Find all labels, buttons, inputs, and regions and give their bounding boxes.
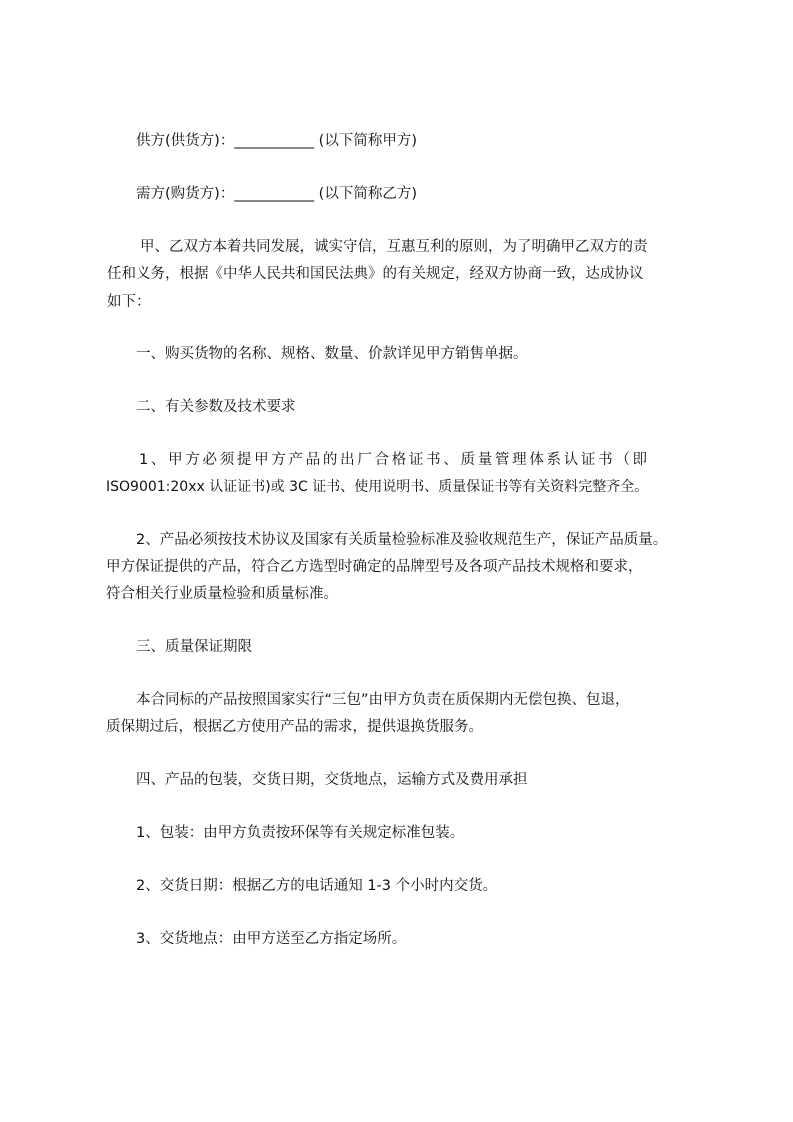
section-3-body-line-2: 质保期过后，根据乙方使用产品的需求，提供退换货服务。 [106,719,483,735]
section-2-item-1-line-2: ISO9001:20xx 认证证书)或 3C 证书、使用说明书、质量保证书等有关资料完整齐全。 [106,479,649,495]
buyer-line: 需方(购货方)：___________ (以下简称乙方) [136,186,417,202]
section-4-title: 四、产品的包装，交货日期，交货地点，运输方式及费用承担 [136,772,528,788]
section-2-item-2-line-3: 符合相关行业质量检验和质量标准。 [106,586,338,602]
intro-line-1: 甲、乙双方本着共同发展，诚实守信，互惠互利的原则，为了明确甲乙双方的责 [140,239,648,255]
intro-line-3: 如下： [107,294,151,310]
section-2-item-1-line-1: 1、甲方必须提甲方产品的出厂合格证书、质量管理体系认证书（即 [139,452,650,468]
intro-line-2: 任和义务，根据《中华人民共和国民法典》的有关规定，经双方协商一致，达成协议 [107,266,644,282]
section-1: 一、购买货物的名称、规格、数量、价款详见甲方销售单据。 [136,346,528,362]
section-4-item-3: 3、交货地点：由甲方送至乙方指定场所。 [136,931,407,947]
section-4-item-2: 2、交货日期：根据乙方的电话通知 1-3 个小时内交货。 [136,878,498,894]
section-3-title: 三、质量保证期限 [136,639,252,655]
section-2-title: 二、有关参数及技术要求 [136,399,296,415]
section-3-body-line-1: 本合同标的产品按照国家实行“三包”由甲方负责在质保期内无偿包换、包退， [136,692,630,708]
section-2-item-2-line-1: 2、产品必须按技术协议及国家有关质量检验标准及验收规范生产，保证产品质量。 [136,532,668,548]
supplier-line: 供方(供货方)：___________ (以下简称甲方) [136,133,417,149]
section-2-item-2-line-2: 甲方保证提供的产品，符合乙方选型时确定的品牌型号及各项产品技术规格和要求， [106,559,643,575]
section-4-item-1: 1、包装：由甲方负责按环保等有关规定标准包装。 [136,825,465,841]
